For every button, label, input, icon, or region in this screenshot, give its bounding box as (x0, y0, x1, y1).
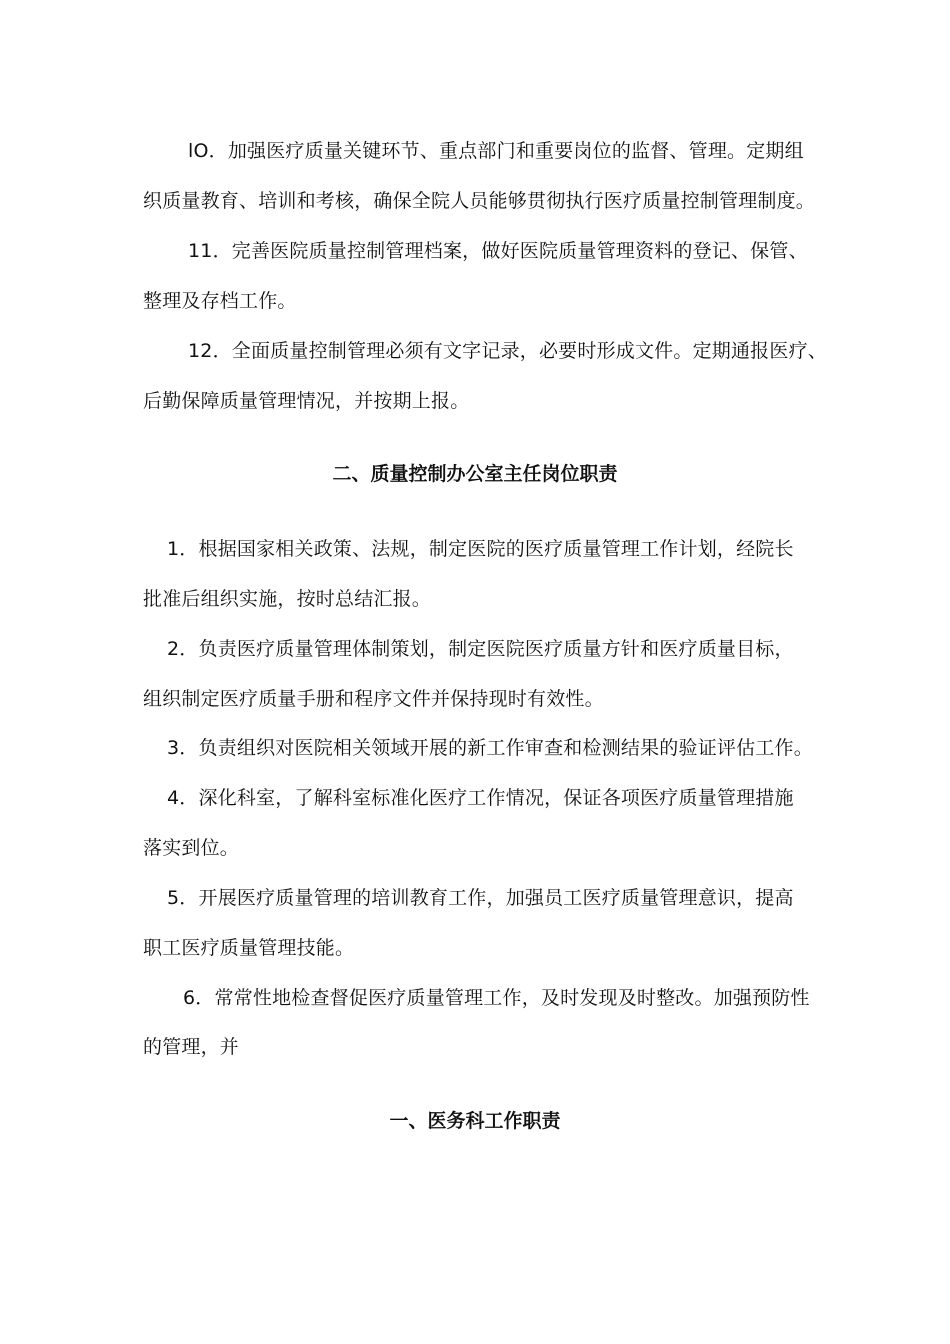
section-heading-quality-office: 二、质量控制办公室主任岗位职责 (332, 463, 618, 485)
duty-2-line-1: 2．负责医疗质量管理体制策划，制定医院医疗质量方针和医疗质量目标， (167, 638, 794, 660)
item-12-line-1: 12．全面质量控制管理必须有文字记录，必要时形成文件。定期通报医疗、 (188, 340, 827, 362)
duty-2-line-2: 组织制定医疗质量手册和程序文件并保持现时有效性。 (143, 688, 604, 710)
item-12-line-2: 后勤保障质量管理情况，并按期上报。 (143, 390, 470, 412)
section-heading-medical-affairs: 一、医务科工作职责 (389, 1110, 561, 1132)
duty-4-line-2: 落实到位。 (143, 837, 240, 859)
item-11-line-1: 11．完善医院质量控制管理档案，做好医院质量管理资料的登记、保管、 (188, 240, 808, 262)
duty-3-line-1: 3．负责组织对医院相关领域开展的新工作审查和检测结果的验证评估工作。 (167, 737, 813, 759)
duty-5-line-2: 职工医疗质量管理技能。 (143, 937, 355, 959)
item-10-line-1: lO．加强医疗质量关键环节、重点部门和重要岗位的监督、管理。定期组 (188, 140, 804, 162)
item-11-line-2: 整理及存档工作。 (143, 290, 297, 312)
duty-4-line-1: 4．深化科室，了解科室标准化医疗工作情况，保证各项医疗质量管理措施 (167, 787, 794, 809)
duty-5-line-1: 5．开展医疗质量管理的培训教育工作，加强员工医疗质量管理意识，提高 (167, 887, 794, 909)
duty-6-line-2: 的管理，并 (143, 1036, 240, 1058)
duty-1-line-1: 1．根据国家相关政策、法规，制定医院的医疗质量管理工作计划，经院长 (167, 538, 794, 560)
duty-6-line-1: 6．常常性地检查督促医疗质量管理工作，及时发现及时整改。加强预防性 (183, 987, 810, 1009)
item-10-line-2: 织质量教育、培训和考核，确保全院人员能够贯彻执行医疗质量控制管理制度。 (143, 190, 816, 212)
duty-1-line-2: 批准后组织实施，按时总结汇报。 (143, 588, 432, 610)
